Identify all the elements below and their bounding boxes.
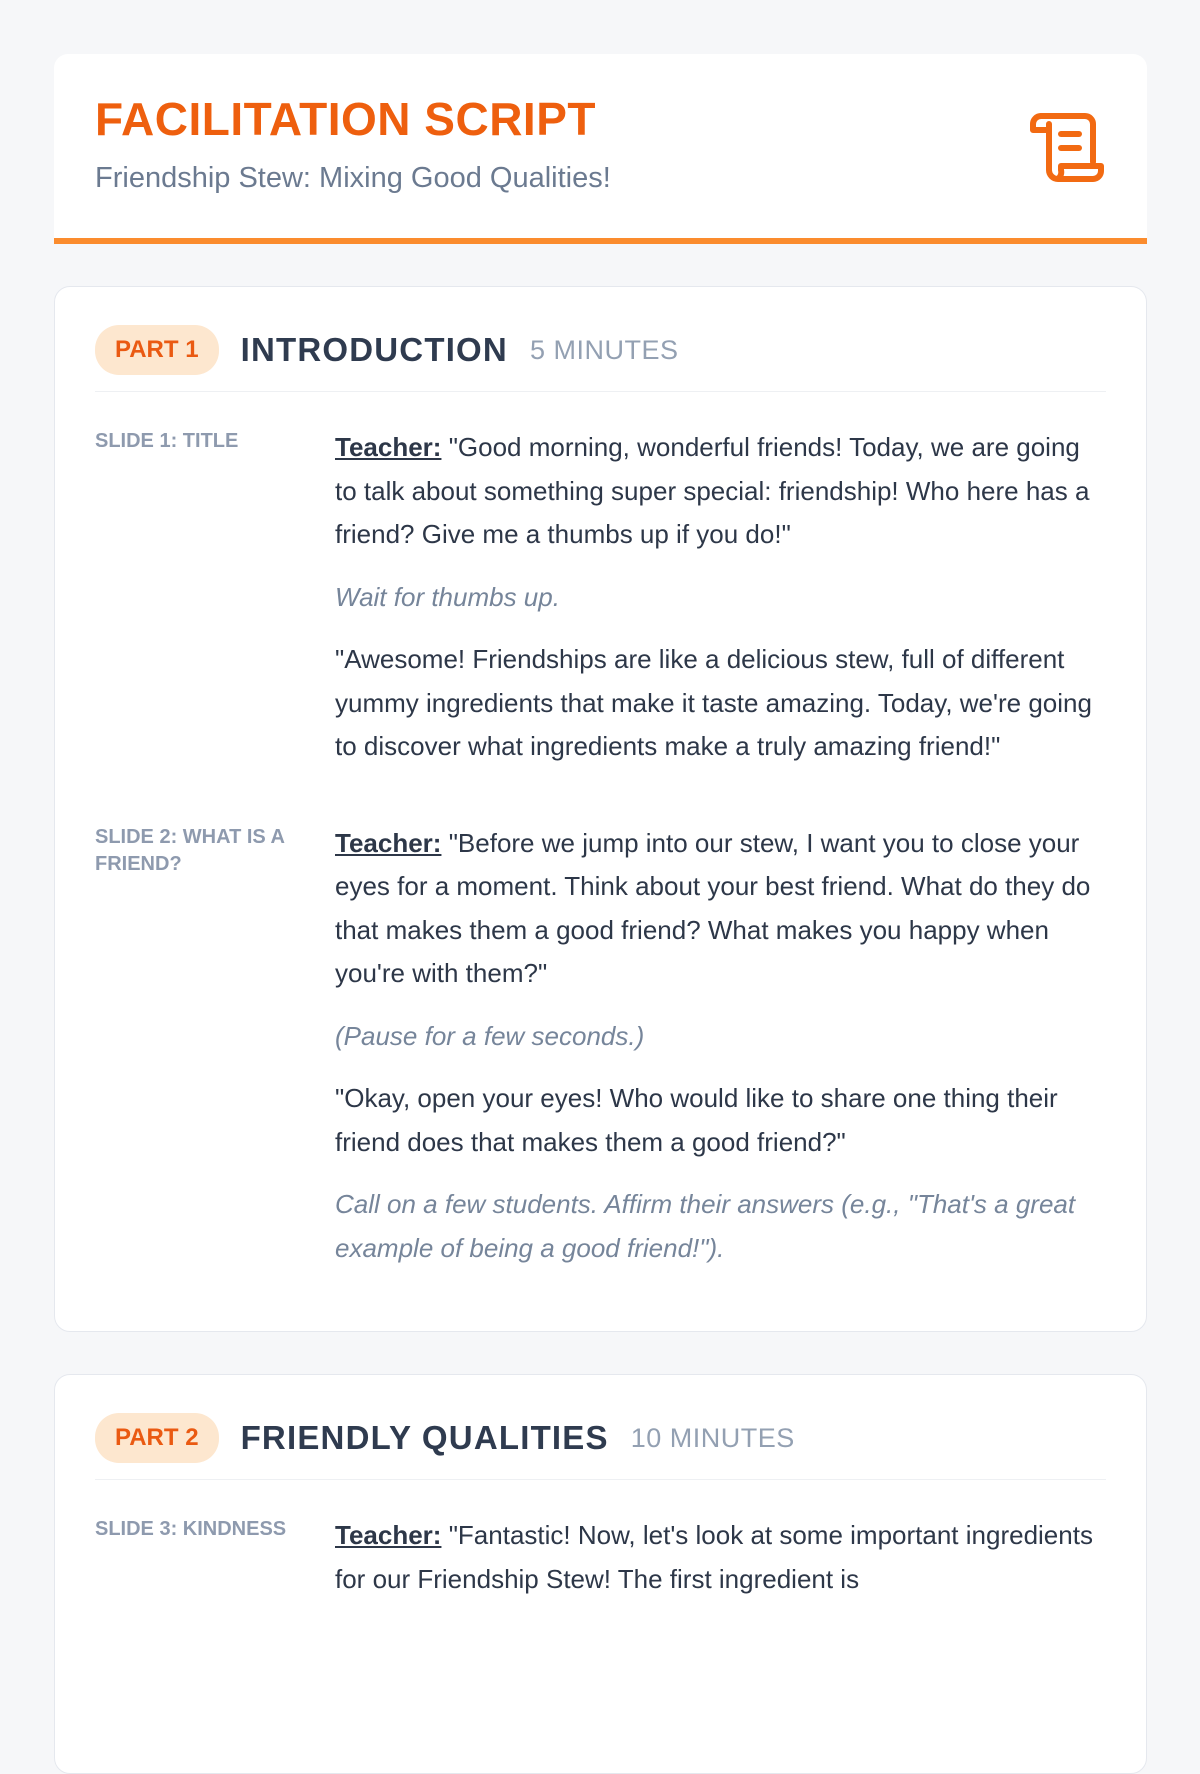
slide-label: SLIDE 1: TITLE — [95, 430, 239, 452]
page-title: FACILITATION SCRIPT — [95, 93, 596, 145]
part-1-header — [95, 325, 1106, 392]
slide-row — [95, 822, 1106, 1290]
teacher-dialogue: "Before we jump into our stew, I want you to close your eyes for a moment. Think about your best friend. What do they do that makes them a good friend? What makes you happy when you're with them?" — [335, 827, 1091, 988]
part-2-card — [54, 1374, 1147, 1774]
speaker-label: Teacher: — [335, 1520, 442, 1550]
part-badge: PART 2 — [95, 1413, 219, 1463]
script-line — [335, 426, 1106, 557]
stage-direction: Wait for thumbs up. — [335, 581, 560, 612]
slide-label: SLIDE 2: WHAT IS A FRIEND? — [95, 825, 285, 875]
part-duration: 5 MINUTES — [529, 334, 679, 365]
teacher-dialogue: "Awesome! Friendships are like a delicious stew, full of different yummy ingredients that make it taste amazing. Today, we're going to discover what ingredients make a truly amazing friend!" — [335, 644, 1092, 761]
teacher-dialogue: "Okay, open your eyes! Who would like to share one thing their friend does that makes them a good friend?" — [335, 1083, 1058, 1157]
speaker-label: Teacher: — [335, 432, 442, 462]
teacher-dialogue: "Good morning, wonderful friends! Today, we are going to talk about something super special: friendship! Who here has a friend? Give me a thumbs up if you do!" — [335, 432, 1090, 549]
part-title: FRIENDLY QUALITIES — [240, 1419, 609, 1456]
script-page — [54, 54, 1147, 1774]
script-line — [335, 822, 1106, 996]
script-header — [54, 54, 1147, 244]
slide-row — [95, 1514, 1106, 1620]
scroll-icon — [1027, 110, 1107, 184]
slide-script — [335, 822, 1106, 1290]
stage-direction: Call on a few students. Affirm their answers (e.g., "That's a great example of being a good friend!"). — [335, 1189, 1076, 1263]
speaker-label: Teacher: — [335, 827, 442, 858]
part-title: INTRODUCTION — [240, 331, 508, 368]
slide-script — [335, 426, 1106, 788]
slide-row — [95, 426, 1106, 788]
slide-script — [335, 1514, 1106, 1620]
part-duration: 10 MINUTES — [630, 1422, 795, 1453]
slide-label: SLIDE 3: KINDNESS — [95, 1518, 287, 1540]
page-subtitle: Friendship Stew: Mixing Good Qualities! — [95, 162, 611, 194]
part-badge: PART 1 — [95, 325, 219, 375]
part-1-card — [54, 286, 1147, 1332]
stage-direction: (Pause for a few seconds.) — [335, 1020, 645, 1051]
part-2-header — [95, 1413, 1106, 1480]
teacher-dialogue: "Fantastic! Now, let's look at some important ingredients for our Friendship Stew! The first ingredient is — [335, 1520, 1093, 1594]
script-line — [335, 1514, 1106, 1601]
